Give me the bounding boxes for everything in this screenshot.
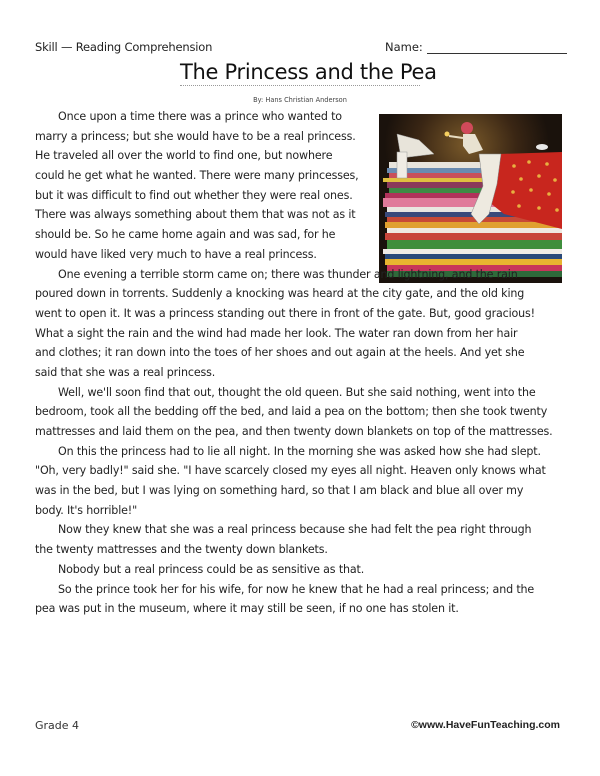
copyright-link[interactable]: ©www.HaveFunTeaching.com (411, 719, 560, 731)
story-line: bedroom, took all the bedding off the bed, and laid a pea on the bottom; then she took twenty (35, 405, 548, 419)
page-title: The Princess and the Pea (180, 60, 437, 84)
story-line: could he get what he wanted. There were many princesses, (35, 169, 359, 183)
story-line: body. It's horrible!" (35, 503, 138, 517)
story-line: He traveled all over the world to find one, but nowhere (35, 149, 333, 163)
story-line: and clothes; it ran down into the toes of her shoes and out again at the heels. And yet she (35, 346, 525, 360)
grade-label: Grade 4 (35, 719, 80, 732)
story-line: said that she was a real princess. (35, 365, 216, 379)
story-line: Nobody but a real princess could be as sensitive as that. (58, 562, 365, 576)
story-line: There was always something about them that was not as it (35, 208, 356, 222)
story-line: should be. So he came home again and was sad, for he (35, 228, 336, 242)
story-line: So the prince took her for his wife, for now he knew that he had a real princess; and the (58, 582, 535, 596)
story-line: Well, we'll soon find that out, thought the old queen. But she said nothing, went into the (58, 385, 536, 399)
story-line: One evening a terrible storm came on; there was thunder and lightning, and the rain (58, 267, 518, 281)
story-line: Once upon a time there was a prince who wanted to (58, 110, 342, 123)
story-line: but it was difficult to find out whether they were real ones. (35, 188, 353, 202)
story-line: Now they knew that she was a real princess because she had felt the pea right through (58, 523, 532, 537)
story-line: mattresses and laid them on the pea, and then twenty down blankets on top of the mattresses. (35, 425, 553, 438)
story-line: the twenty mattresses and the twenty down blankets. (35, 543, 328, 557)
story-line: "Oh, very badly!" said she. "I have scarcely closed my eyes all night. Heaven only knows what (35, 464, 546, 478)
story-line: marry a princess; but she would have to be a real princess. (35, 129, 356, 143)
name-label: Name: (385, 40, 423, 54)
story-line: pea was put in the museum, where it may still be seen, if no one has stolen it. (35, 602, 459, 616)
byline: By: Hans Christian Anderson (253, 96, 347, 104)
name-field[interactable] (385, 40, 567, 54)
story-text (35, 107, 567, 619)
story-line: went to open it. It was a princess standing out there in front of the gate. But, good gracious! (35, 306, 535, 320)
name-blank-line[interactable] (427, 42, 567, 54)
story-line: was in the bed, but I was lying on something hard, so that I am black and blue all over my (35, 484, 524, 498)
story-line: On this the princess had to lie all night. In the morning she was asked how she had slept. (58, 444, 541, 458)
story-line: poured down in torrents. Suddenly a knocking was heard at the city gate, and the old king (35, 287, 525, 301)
story-line: What a sight the rain and the wind had made her look. The water ran down from her hair (35, 326, 518, 340)
story-line: would have liked very much to have a real princess. (35, 247, 317, 261)
skill-label: Skill — Reading Comprehension (35, 40, 213, 54)
